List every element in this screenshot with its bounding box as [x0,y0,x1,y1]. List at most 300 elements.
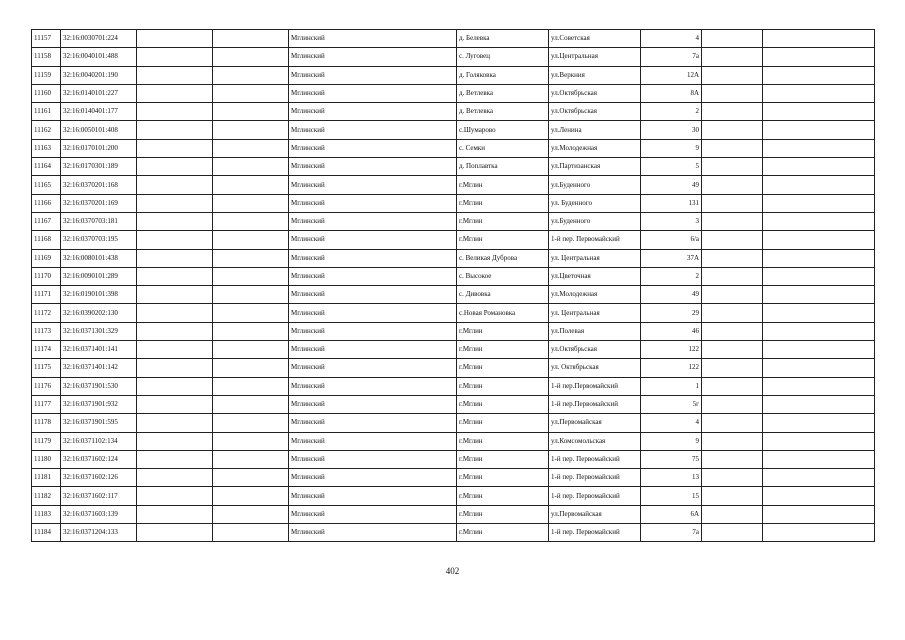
district-cell: Мглинский [289,304,457,322]
cadastral-number-cell: 32:16:0390202:130 [61,304,137,322]
cadastral-number-cell: 32:16:0371901:595 [61,414,137,432]
empty-cell [137,395,213,413]
locality-cell: д. Белевка [457,30,549,48]
empty-cell [763,359,875,377]
cadastral-number-cell: 32:16:0371602:126 [61,469,137,487]
table-row [32,176,875,194]
district-cell: Мглинский [289,267,457,285]
locality-cell: с.Новая Романовка [457,304,549,322]
locality-cell: г.Мглин [457,176,549,194]
table-row [32,231,875,249]
empty-cell [763,267,875,285]
locality-cell: д. Ветлевка [457,103,549,121]
empty-cell [763,139,875,157]
cadastral-number-cell: 32:16:0371301:329 [61,322,137,340]
cadastral-number-cell: 32:16:0370703:181 [61,212,137,230]
cadastral-number-cell: 32:16:0080101:438 [61,249,137,267]
empty-cell [213,103,289,121]
district-cell: Мглинский [289,450,457,468]
cadastral-number-cell: 32:16:0371401:142 [61,359,137,377]
table-row [32,341,875,359]
empty-cell [213,341,289,359]
register-table [31,29,875,542]
district-cell: Мглинский [289,286,457,304]
empty-cell [213,66,289,84]
house-number-cell: 4 [641,30,702,48]
table-row [32,194,875,212]
empty-cell [137,30,213,48]
cadastral-number-cell: 32:16:0030701:224 [61,30,137,48]
empty-cell [213,322,289,340]
empty-cell [137,359,213,377]
row-number-cell: 11171 [32,286,61,304]
locality-cell: с. Луговец [457,48,549,66]
empty-cell [763,432,875,450]
locality-cell: г.Мглин [457,377,549,395]
district-cell: Мглинский [289,176,457,194]
cadastral-number-cell: 32:16:0090101:289 [61,267,137,285]
empty-cell [763,249,875,267]
district-cell: Мглинский [289,414,457,432]
row-number-cell: 11175 [32,359,61,377]
empty-cell [137,341,213,359]
cadastral-number-cell: 32:16:0371901:932 [61,395,137,413]
district-cell: Мглинский [289,341,457,359]
empty-cell [213,395,289,413]
empty-cell [702,469,763,487]
row-number-cell: 11163 [32,139,61,157]
empty-cell [213,176,289,194]
empty-cell [137,322,213,340]
cadastral-number-cell: 32:16:0370201:169 [61,194,137,212]
street-cell: ул.Ленина [549,121,641,139]
empty-cell [702,176,763,194]
house-number-cell: 30 [641,121,702,139]
locality-cell: г.Мглин [457,359,549,377]
house-number-cell: 122 [641,359,702,377]
row-number-cell: 11173 [32,322,61,340]
empty-cell [702,139,763,157]
empty-cell [702,377,763,395]
empty-cell [213,524,289,542]
street-cell: ул.Октябрьская [549,103,641,121]
empty-cell [702,267,763,285]
empty-cell [702,212,763,230]
locality-cell: г.Мглин [457,450,549,468]
empty-cell [702,103,763,121]
empty-cell [137,505,213,523]
locality-cell: д. Голяковка [457,66,549,84]
empty-cell [213,450,289,468]
locality-cell: г.Мглин [457,414,549,432]
house-number-cell: 9 [641,139,702,157]
table-row [32,505,875,523]
table-row [32,469,875,487]
empty-cell [213,212,289,230]
table-row [32,84,875,102]
row-number-cell: 11182 [32,487,61,505]
house-number-cell: 46 [641,322,702,340]
empty-cell [213,505,289,523]
house-number-cell: 7а [641,48,702,66]
cadastral-number-cell: 32:16:0371602:124 [61,450,137,468]
table-row [32,450,875,468]
empty-cell [702,66,763,84]
empty-cell [702,84,763,102]
locality-cell: д. Ветлевка [457,84,549,102]
empty-cell [213,158,289,176]
row-number-cell: 11181 [32,469,61,487]
empty-cell [763,450,875,468]
table-row [32,304,875,322]
street-cell: ул.Молодежная [549,286,641,304]
empty-cell [213,286,289,304]
cadastral-number-cell: 32:16:0040201:190 [61,66,137,84]
district-cell: Мглинский [289,121,457,139]
table-row [32,139,875,157]
row-number-cell: 11177 [32,395,61,413]
empty-cell [763,194,875,212]
empty-cell [213,121,289,139]
cadastral-number-cell: 32:16:0050101:408 [61,121,137,139]
empty-cell [702,432,763,450]
table-row [32,432,875,450]
empty-cell [702,194,763,212]
row-number-cell: 11159 [32,66,61,84]
locality-cell: г.Мглин [457,395,549,413]
district-cell: Мглинский [289,48,457,66]
district-cell: Мглинский [289,103,457,121]
table-row [32,103,875,121]
empty-cell [137,194,213,212]
locality-cell: г.Мглин [457,231,549,249]
district-cell: Мглинский [289,377,457,395]
empty-cell [213,432,289,450]
street-cell: ул.Партизанская [549,158,641,176]
row-number-cell: 11167 [32,212,61,230]
house-number-cell: 122 [641,341,702,359]
row-number-cell: 11158 [32,48,61,66]
street-cell: ул. Буденного [549,194,641,212]
table-row [32,121,875,139]
street-cell: ул.Полевая [549,322,641,340]
row-number-cell: 11162 [32,121,61,139]
empty-cell [213,84,289,102]
row-number-cell: 11160 [32,84,61,102]
cadastral-number-cell: 32:16:0371602:117 [61,487,137,505]
house-number-cell: 12А [641,66,702,84]
street-cell: 1-й пер. Первомайский [549,450,641,468]
empty-cell [137,432,213,450]
locality-cell: г.Мглин [457,212,549,230]
table-body [32,30,875,542]
house-number-cell: 5 [641,158,702,176]
empty-cell [763,341,875,359]
empty-cell [137,121,213,139]
table-row [32,286,875,304]
empty-cell [702,121,763,139]
empty-cell [137,450,213,468]
empty-cell [702,505,763,523]
house-number-cell: 3 [641,212,702,230]
locality-cell: г.Мглин [457,524,549,542]
cadastral-number-cell: 32:16:0140101:227 [61,84,137,102]
row-number-cell: 11166 [32,194,61,212]
locality-cell: с. Великая Дуброва [457,249,549,267]
empty-cell [763,469,875,487]
street-cell: ул.Буденного [549,212,641,230]
empty-cell [137,231,213,249]
page-number: 402 [445,566,460,576]
empty-cell [702,158,763,176]
table-row [32,158,875,176]
empty-cell [137,48,213,66]
table-row [32,322,875,340]
empty-cell [763,158,875,176]
district-cell: Мглинский [289,66,457,84]
cadastral-number-cell: 32:16:0190101:398 [61,286,137,304]
cadastral-number-cell: 32:16:0170301:189 [61,158,137,176]
table-row [32,414,875,432]
street-cell: 1-й пер. Первомайский [549,487,641,505]
cadastral-number-cell: 32:16:0140401:177 [61,103,137,121]
empty-cell [763,48,875,66]
house-number-cell: 4 [641,414,702,432]
district-cell: Мглинский [289,322,457,340]
empty-cell [763,487,875,505]
empty-cell [763,176,875,194]
empty-cell [763,286,875,304]
street-cell: ул.Комсомольская [549,432,641,450]
district-cell: Мглинский [289,212,457,230]
empty-cell [213,304,289,322]
house-number-cell: 75 [641,450,702,468]
empty-cell [763,395,875,413]
empty-cell [702,341,763,359]
table-row [32,377,875,395]
empty-cell [702,48,763,66]
empty-cell [763,377,875,395]
house-number-cell: 49 [641,176,702,194]
empty-cell [702,304,763,322]
empty-cell [213,359,289,377]
locality-cell: д. Поплавтка [457,158,549,176]
empty-cell [702,524,763,542]
cadastral-number-cell: 32:16:0371102:134 [61,432,137,450]
house-number-cell: 8А [641,84,702,102]
house-number-cell: 49 [641,286,702,304]
house-number-cell: 2 [641,103,702,121]
house-number-cell: 1 [641,377,702,395]
row-number-cell: 11161 [32,103,61,121]
house-number-cell: 29 [641,304,702,322]
house-number-cell: 15 [641,487,702,505]
row-number-cell: 11168 [32,231,61,249]
empty-cell [763,121,875,139]
empty-cell [763,304,875,322]
empty-cell [213,377,289,395]
cadastral-number-cell: 32:16:0371204:133 [61,524,137,542]
empty-cell [137,249,213,267]
district-cell: Мглинский [289,395,457,413]
empty-cell [763,30,875,48]
table-row [32,48,875,66]
house-number-cell: 13 [641,469,702,487]
table-row [32,395,875,413]
locality-cell: г.Мглин [457,341,549,359]
cadastral-number-cell: 32:16:0370703:195 [61,231,137,249]
empty-cell [137,66,213,84]
empty-cell [763,103,875,121]
street-cell: 1-й пер. Первомайский [549,469,641,487]
empty-cell [702,487,763,505]
locality-cell: г.Мглин [457,487,549,505]
district-cell: Мглинский [289,524,457,542]
empty-cell [213,30,289,48]
empty-cell [763,505,875,523]
house-number-cell: 37А [641,249,702,267]
district-cell: Мглинский [289,359,457,377]
empty-cell [213,231,289,249]
empty-cell [213,48,289,66]
empty-cell [702,286,763,304]
empty-cell [137,304,213,322]
empty-cell [137,158,213,176]
street-cell: ул. Октябрьская [549,359,641,377]
empty-cell [702,414,763,432]
empty-cell [702,395,763,413]
row-number-cell: 11184 [32,524,61,542]
street-cell: ул.Советская [549,30,641,48]
street-cell: 1-й пер. Первомайский [549,231,641,249]
district-cell: Мглинский [289,487,457,505]
district-cell: Мглинский [289,469,457,487]
street-cell: ул.Буденного [549,176,641,194]
table-row [32,524,875,542]
row-number-cell: 11169 [32,249,61,267]
empty-cell [137,414,213,432]
street-cell: ул.Первомайская [549,505,641,523]
district-cell: Мглинский [289,84,457,102]
house-number-cell: 6/а [641,231,702,249]
cadastral-number-cell: 32:16:0371603:139 [61,505,137,523]
district-cell: Мглинский [289,139,457,157]
row-number-cell: 11176 [32,377,61,395]
locality-cell: с. Дивовка [457,286,549,304]
street-cell: 1-й пер. Первомайский [549,524,641,542]
empty-cell [137,84,213,102]
empty-cell [213,194,289,212]
empty-cell [763,524,875,542]
empty-cell [137,176,213,194]
district-cell: Мглинский [289,505,457,523]
empty-cell [213,139,289,157]
empty-cell [702,30,763,48]
empty-cell [702,231,763,249]
locality-cell: г.Мглин [457,469,549,487]
empty-cell [137,286,213,304]
locality-cell: г.Мглин [457,505,549,523]
district-cell: Мглинский [289,194,457,212]
locality-cell: с.Шумарово [457,121,549,139]
row-number-cell: 11172 [32,304,61,322]
empty-cell [763,414,875,432]
empty-cell [763,84,875,102]
empty-cell [137,103,213,121]
street-cell: ул. Центральная [549,249,641,267]
empty-cell [213,487,289,505]
empty-cell [763,322,875,340]
empty-cell [213,469,289,487]
cadastral-number-cell: 32:16:0170101:200 [61,139,137,157]
row-number-cell: 11179 [32,432,61,450]
cadastral-number-cell: 32:16:0040101:488 [61,48,137,66]
street-cell: ул.Цветочная [549,267,641,285]
empty-cell [763,212,875,230]
empty-cell [702,322,763,340]
street-cell: 1-й пер.Первомайский [549,377,641,395]
row-number-cell: 11165 [32,176,61,194]
house-number-cell: 131 [641,194,702,212]
district-cell: Мглинский [289,432,457,450]
empty-cell [137,487,213,505]
table-row [32,212,875,230]
table-row [32,249,875,267]
table-row [32,66,875,84]
street-cell: ул.Веркния [549,66,641,84]
district-cell: Мглинский [289,158,457,176]
house-number-cell: 2 [641,267,702,285]
district-cell: Мглинский [289,249,457,267]
street-cell: 1-й пер.Первомайский [549,395,641,413]
empty-cell [763,66,875,84]
row-number-cell: 11164 [32,158,61,176]
empty-cell [702,249,763,267]
cadastral-number-cell: 32:16:0371401:141 [61,341,137,359]
empty-cell [213,267,289,285]
table-row [32,359,875,377]
empty-cell [702,359,763,377]
row-number-cell: 11170 [32,267,61,285]
row-number-cell: 11157 [32,30,61,48]
cadastral-number-cell: 32:16:0371901:530 [61,377,137,395]
district-cell: Мглинский [289,30,457,48]
table-row [32,30,875,48]
table-row [32,267,875,285]
row-number-cell: 11178 [32,414,61,432]
district-cell: Мглинский [289,231,457,249]
locality-cell: с. Высокое [457,267,549,285]
house-number-cell: 7а [641,524,702,542]
house-number-cell: 5г [641,395,702,413]
row-number-cell: 11183 [32,505,61,523]
empty-cell [137,377,213,395]
empty-cell [213,414,289,432]
locality-cell: г.Мглин [457,432,549,450]
empty-cell [213,249,289,267]
locality-cell: г.Мглин [457,322,549,340]
locality-cell: г.Мглин [457,194,549,212]
empty-cell [702,450,763,468]
empty-cell [137,139,213,157]
street-cell: ул.Октябрьская [549,341,641,359]
house-number-cell: 6А [641,505,702,523]
street-cell: ул.Центральная [549,48,641,66]
house-number-cell: 9 [641,432,702,450]
table-row [32,487,875,505]
street-cell: ул.Октябрьская [549,84,641,102]
row-number-cell: 11180 [32,450,61,468]
